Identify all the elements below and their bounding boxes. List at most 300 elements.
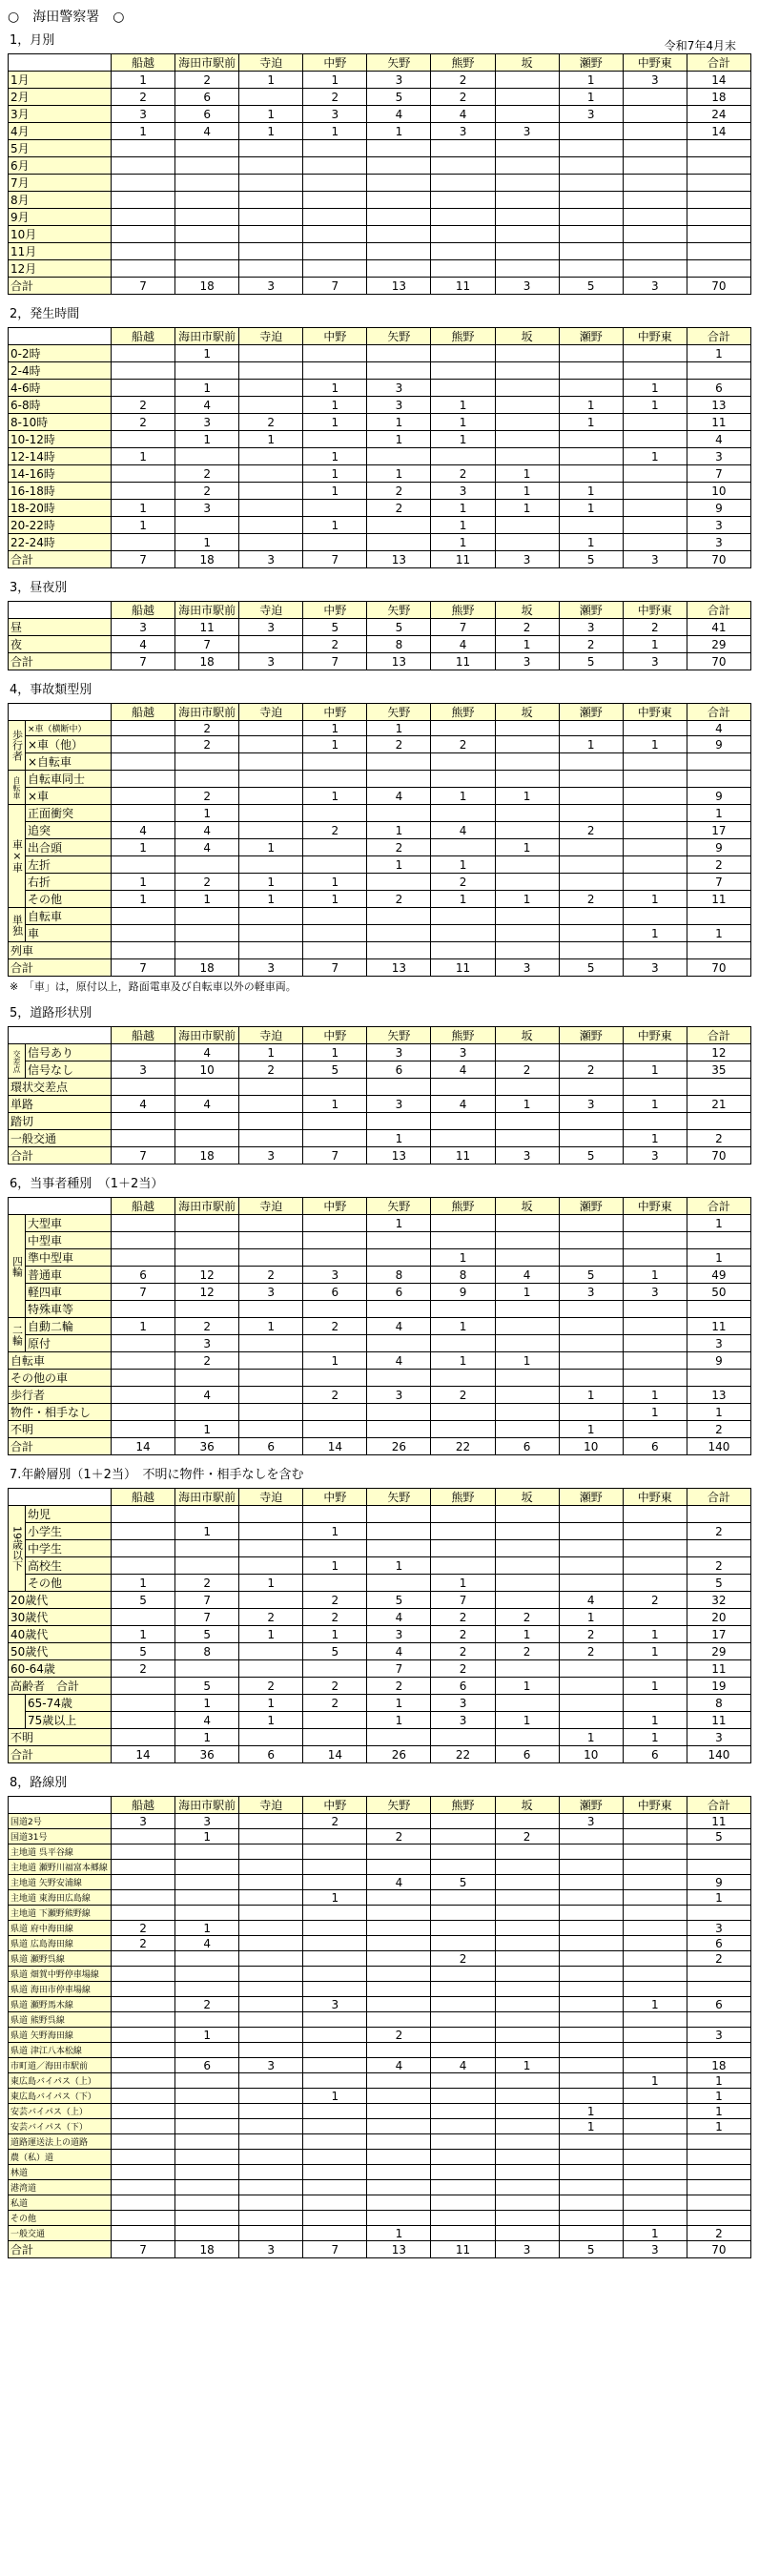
data-cell (367, 192, 431, 209)
data-cell: 6 (303, 1284, 367, 1301)
row-label: 40歳代 (9, 1626, 112, 1643)
row-label: 昼 (9, 619, 112, 636)
data-cell (239, 1844, 303, 1860)
data-cell (559, 874, 623, 891)
table-row (9, 1829, 751, 1844)
data-cell (303, 2134, 367, 2150)
table-row (9, 431, 751, 448)
data-cell: 7 (175, 1609, 239, 1626)
row-label: その他 (26, 1575, 112, 1592)
data-cell (303, 140, 367, 157)
data-cell (495, 1951, 559, 1967)
data-cell: 2 (239, 414, 303, 431)
column-header: 矢野 (367, 1198, 431, 1215)
data-cell (623, 1936, 687, 1951)
data-cell (367, 1249, 431, 1267)
table-row (9, 1951, 751, 1967)
data-cell (495, 2180, 559, 2195)
data-cell (303, 431, 367, 448)
data-cell (303, 1130, 367, 1147)
row-label: 県道 矢野海田線 (9, 2028, 112, 2043)
data-cell: 35 (687, 1061, 750, 1079)
data-cell: 3 (623, 1284, 687, 1301)
data-cell: 2 (367, 500, 431, 517)
table-row (9, 380, 751, 397)
data-cell (623, 2165, 687, 2180)
data-cell: 3 (112, 1814, 175, 1829)
data-cell (175, 2043, 239, 2058)
data-cell (431, 1130, 495, 1147)
data-cell (623, 2089, 687, 2104)
data-cell (367, 1079, 431, 1096)
data-cell (623, 362, 687, 380)
data-cell (367, 2012, 431, 2028)
data-cell: 2 (623, 1592, 687, 1609)
data-cell: 3 (112, 1061, 175, 1079)
data-cell (112, 1352, 175, 1370)
column-header: 中野 (303, 602, 367, 619)
data-cell (559, 1906, 623, 1921)
data-cell: 4 (175, 1387, 239, 1404)
data-cell (431, 2012, 495, 2028)
data-cell: 4 (431, 636, 495, 653)
table-row (9, 1335, 751, 1352)
row-label: 16-18時 (9, 483, 112, 500)
data-cell (367, 908, 431, 925)
data-cell (112, 226, 175, 243)
data-cell: 9 (687, 1875, 750, 1890)
data-cell: 14 (687, 123, 750, 140)
data-cell: 2 (367, 736, 431, 753)
column-header: 海田市駅前 (175, 1027, 239, 1044)
data-cell (367, 805, 431, 822)
data-cell (175, 1113, 239, 1130)
data-cell (431, 1523, 495, 1540)
data-cell (112, 1875, 175, 1890)
data-cell (687, 1982, 750, 1997)
table-row (9, 2043, 751, 2058)
column-header: 合計 (687, 328, 750, 345)
data-cell: 1 (175, 1523, 239, 1540)
data-cell (687, 942, 750, 959)
data-cell (495, 140, 559, 157)
data-cell (303, 805, 367, 822)
data-cell (495, 362, 559, 380)
data-cell (112, 925, 175, 942)
data-cell (239, 1130, 303, 1147)
table-row (9, 753, 751, 771)
data-cell: 3 (495, 123, 559, 140)
data-cell (112, 2150, 175, 2165)
data-cell: 2 (559, 1061, 623, 1079)
data-cell (495, 1301, 559, 1318)
data-cell (112, 771, 175, 788)
row-label: 県道 瀬野呉線 (9, 1951, 112, 1967)
data-cell (559, 1890, 623, 1906)
data-cell (431, 942, 495, 959)
data-cell: 3 (239, 1284, 303, 1301)
row-label: 高校生 (26, 1557, 112, 1575)
data-cell: 1 (303, 874, 367, 891)
table-row (9, 822, 751, 839)
data-cell: 140 (687, 1438, 750, 1455)
data-cell: 4 (367, 1609, 431, 1626)
data-cell: 3 (239, 619, 303, 636)
data-cell (239, 226, 303, 243)
data-cell (623, 2058, 687, 2073)
row-label: 踏切 (9, 1113, 112, 1130)
column-header: 矢野 (367, 1797, 431, 1814)
data-cell (112, 1951, 175, 1967)
data-cell: 1 (559, 2119, 623, 2134)
data-cell: 1 (367, 1557, 431, 1575)
data-cell (559, 771, 623, 788)
row-label: 林道 (9, 2165, 112, 2180)
data-cell (239, 1875, 303, 1890)
data-cell: 2 (112, 1936, 175, 1951)
data-cell (687, 1506, 750, 1523)
row-label: 国道2号 (9, 1814, 112, 1829)
table-row (9, 2073, 751, 2089)
section-table (8, 1488, 751, 1763)
data-cell (239, 1729, 303, 1746)
row-label: 主地道 下瀬野熊野線 (9, 1906, 112, 1921)
data-cell: 2 (175, 1352, 239, 1370)
data-cell (367, 226, 431, 243)
table-row (9, 1921, 751, 1936)
table-header-row (9, 328, 751, 345)
total-row (9, 2241, 751, 2258)
data-cell (559, 209, 623, 226)
data-cell: 1 (559, 483, 623, 500)
data-cell (431, 1829, 495, 1844)
section-note: ※ 「車」は，原付以上，路面電車及び自転車以外の軽車両。 (10, 980, 297, 993)
data-cell (495, 2119, 559, 2134)
data-cell (112, 345, 175, 362)
data-cell: 1 (303, 483, 367, 500)
data-cell: 4 (175, 1712, 239, 1729)
data-cell (431, 771, 495, 788)
data-cell: 4 (495, 1267, 559, 1284)
data-cell: 13 (367, 2241, 431, 2258)
data-cell (495, 1370, 559, 1387)
data-cell (367, 1906, 431, 1921)
data-cell (431, 2089, 495, 2104)
data-cell: 14 (112, 1746, 175, 1763)
data-cell: 3 (687, 2028, 750, 2043)
data-cell (239, 1814, 303, 1829)
data-cell (367, 1506, 431, 1523)
table-row (9, 534, 751, 551)
data-cell (559, 1370, 623, 1387)
data-cell (175, 175, 239, 192)
data-cell (303, 2226, 367, 2241)
data-cell: 11 (687, 1660, 750, 1678)
row-label: 普通車 (26, 1267, 112, 1284)
header-corner (9, 704, 112, 721)
data-cell (239, 1301, 303, 1318)
data-cell (112, 2211, 175, 2226)
row-label: 30歳代 (9, 1609, 112, 1626)
section-table (8, 601, 751, 670)
data-cell (687, 753, 750, 771)
data-cell (623, 157, 687, 175)
data-cell: 7 (431, 1592, 495, 1609)
data-cell (112, 2089, 175, 2104)
column-header: 船越 (112, 1027, 175, 1044)
data-cell (687, 2134, 750, 2150)
data-cell: 5 (303, 1643, 367, 1660)
data-cell (623, 721, 687, 736)
data-cell: 2 (431, 736, 495, 753)
data-cell (495, 1523, 559, 1540)
data-cell (239, 2226, 303, 2241)
data-cell (175, 1540, 239, 1557)
data-cell (687, 2180, 750, 2195)
data-cell: 1 (687, 2119, 750, 2134)
data-cell (559, 839, 623, 856)
data-cell: 1 (367, 1215, 431, 1232)
data-cell (623, 1860, 687, 1875)
data-cell (367, 2195, 431, 2211)
data-cell: 1 (687, 345, 750, 362)
row-label: 4月 (9, 123, 112, 140)
row-label: 合計 (9, 959, 112, 977)
data-cell: 7 (687, 874, 750, 891)
data-cell (239, 1643, 303, 1660)
table-row (9, 771, 751, 788)
data-cell: 3 (431, 123, 495, 140)
data-cell: 5 (303, 619, 367, 636)
data-cell: 3 (112, 106, 175, 123)
data-cell: 2 (687, 1557, 750, 1575)
table-row (9, 72, 751, 89)
data-cell (623, 414, 687, 431)
data-cell: 3 (495, 551, 559, 568)
data-cell (112, 805, 175, 822)
data-cell (239, 1967, 303, 1982)
data-cell: 1 (367, 822, 431, 839)
row-group-label: 19歳以下 (9, 1506, 26, 1592)
row-label: 合計 (9, 2241, 112, 2258)
data-cell: 4 (367, 788, 431, 805)
data-cell: 12 (175, 1284, 239, 1301)
data-cell (559, 2150, 623, 2165)
column-header: 坂 (495, 602, 559, 619)
table-row (9, 1523, 751, 1540)
data-cell: 6 (112, 1267, 175, 1284)
data-cell: 2 (303, 1678, 367, 1695)
data-cell: 2 (431, 1951, 495, 1967)
data-cell: 4 (687, 721, 750, 736)
data-cell (112, 243, 175, 260)
data-cell (559, 1997, 623, 2012)
row-label: 大型車 (26, 1215, 112, 1232)
table-row (9, 1875, 751, 1890)
data-cell: 6 (623, 1746, 687, 1763)
data-cell (623, 2043, 687, 2058)
data-cell: 1 (303, 736, 367, 753)
data-cell: 2 (175, 1997, 239, 2012)
data-cell (112, 1678, 175, 1695)
data-cell (303, 908, 367, 925)
data-cell (239, 942, 303, 959)
data-cell (303, 942, 367, 959)
data-cell: 5 (559, 653, 623, 670)
data-cell: 1 (239, 874, 303, 891)
data-cell: 3 (367, 380, 431, 397)
table-row (9, 1044, 751, 1061)
table-header-row (9, 1198, 751, 1215)
data-cell (559, 942, 623, 959)
data-cell: 1 (175, 1729, 239, 1746)
data-cell (367, 209, 431, 226)
data-cell: 13 (367, 278, 431, 295)
data-cell (495, 1113, 559, 1130)
table-row (9, 362, 751, 380)
column-header: 瀬野 (559, 1489, 623, 1506)
row-label: 主地道 呉平谷線 (9, 1844, 112, 1860)
table-row (9, 123, 751, 140)
data-cell: 1 (431, 1318, 495, 1335)
data-cell (112, 1404, 175, 1421)
data-cell (431, 1232, 495, 1249)
data-cell (239, 1592, 303, 1609)
data-cell: 1 (239, 839, 303, 856)
data-cell: 50 (687, 1284, 750, 1301)
data-cell (239, 1921, 303, 1936)
data-cell (367, 1729, 431, 1746)
data-cell (367, 2119, 431, 2134)
row-label: 自転車同士 (26, 771, 112, 788)
data-cell (239, 380, 303, 397)
data-cell (175, 1906, 239, 1921)
row-label: 右折 (26, 874, 112, 891)
data-cell (303, 839, 367, 856)
data-cell (495, 1540, 559, 1557)
data-cell (559, 2180, 623, 2195)
data-cell: 70 (687, 653, 750, 670)
table-row (9, 1301, 751, 1318)
data-cell: 11 (431, 959, 495, 977)
data-cell (687, 1844, 750, 1860)
data-cell (687, 908, 750, 925)
data-cell: 4 (367, 1352, 431, 1370)
row-label: 私道 (9, 2195, 112, 2211)
data-cell (303, 500, 367, 517)
data-cell (239, 636, 303, 653)
data-cell (623, 1113, 687, 1130)
data-cell (431, 1557, 495, 1575)
data-cell: 7 (175, 1592, 239, 1609)
data-cell: 2 (303, 822, 367, 839)
data-cell: 1 (175, 805, 239, 822)
data-cell: 22 (431, 1746, 495, 1763)
row-label: 14-16時 (9, 465, 112, 483)
data-cell: 7 (303, 1147, 367, 1164)
data-cell (623, 517, 687, 534)
data-cell (175, 209, 239, 226)
data-cell (239, 2028, 303, 2043)
data-cell (239, 788, 303, 805)
data-cell (303, 2211, 367, 2226)
row-label: 県道 畑賀中野停車場線 (9, 1967, 112, 1982)
data-cell (367, 942, 431, 959)
column-header: 坂 (495, 1198, 559, 1215)
data-cell: 6 (175, 106, 239, 123)
data-cell (431, 908, 495, 925)
data-cell: 1 (431, 1249, 495, 1267)
data-cell: 7 (303, 278, 367, 295)
data-cell (495, 1729, 559, 1746)
row-label: 自動二輪 (26, 1318, 112, 1335)
data-cell (687, 1113, 750, 1130)
data-cell: 10 (559, 1746, 623, 1763)
data-cell (367, 362, 431, 380)
data-cell (303, 1215, 367, 1232)
data-cell (239, 1370, 303, 1387)
row-label: 単路 (9, 1096, 112, 1113)
data-cell: 1 (303, 1523, 367, 1540)
data-cell (559, 1215, 623, 1232)
table-row (9, 1609, 751, 1626)
table-row (9, 2028, 751, 2043)
data-cell (239, 140, 303, 157)
data-cell: 1 (112, 874, 175, 891)
row-group-label: 車×車 (9, 805, 26, 908)
row-label: 合計 (9, 1438, 112, 1455)
data-cell (495, 2089, 559, 2104)
data-cell (623, 1318, 687, 1335)
data-cell (687, 2043, 750, 2058)
data-cell: 1 (175, 891, 239, 908)
data-cell (687, 175, 750, 192)
table-row (9, 1249, 751, 1267)
data-cell (175, 2150, 239, 2165)
data-cell (559, 1575, 623, 1592)
data-cell (112, 1335, 175, 1352)
data-cell (239, 1113, 303, 1130)
data-cell (623, 140, 687, 157)
data-cell (303, 534, 367, 551)
data-cell: 6 (687, 1936, 750, 1951)
data-cell (623, 2012, 687, 2028)
section-title: 8，路線別 (10, 1776, 68, 1790)
row-label: 合計 (9, 653, 112, 670)
data-cell: 4 (431, 2058, 495, 2073)
data-cell: 2 (239, 1061, 303, 1079)
data-cell (623, 856, 687, 874)
data-cell: 1 (239, 1318, 303, 1335)
table-row (9, 1404, 751, 1421)
data-cell: 3 (431, 483, 495, 500)
table-row (9, 1814, 751, 1829)
data-cell: 2 (303, 1592, 367, 1609)
data-cell (367, 1936, 431, 1951)
data-cell (495, 1232, 559, 1249)
data-cell (239, 2073, 303, 2089)
data-cell: 1 (431, 414, 495, 431)
data-cell: 1 (495, 483, 559, 500)
data-cell: 5 (303, 1061, 367, 1079)
data-cell (112, 192, 175, 209)
data-cell (303, 1232, 367, 1249)
data-cell (303, 226, 367, 243)
data-cell (367, 1890, 431, 1906)
data-cell: 3 (687, 1335, 750, 1352)
data-cell (431, 1844, 495, 1860)
data-cell (687, 1232, 750, 1249)
